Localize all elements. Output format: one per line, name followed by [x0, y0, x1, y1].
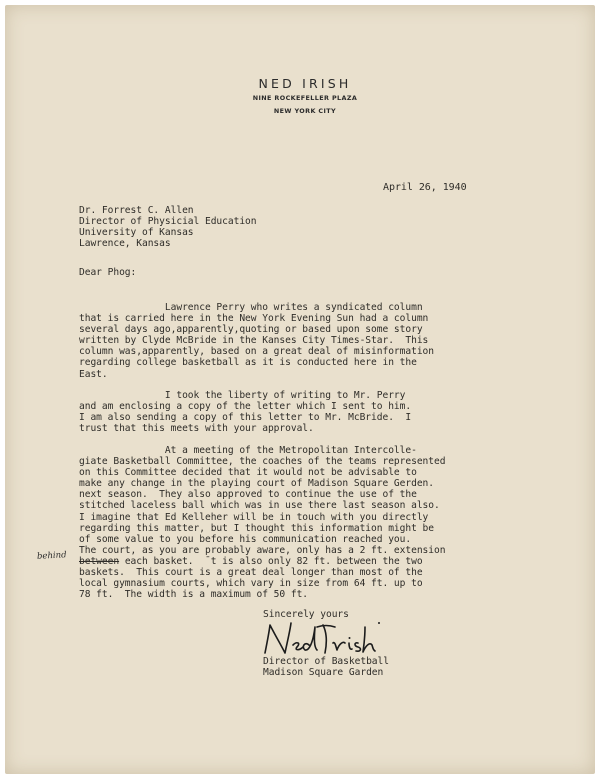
recipient-line: University of Kansas — [79, 227, 194, 239]
recipient-address — [79, 205, 257, 249]
text-line: 78 ft. The width is a maximum of 50 ft. — [79, 589, 309, 601]
paragraph-2 — [79, 390, 411, 434]
recipient-line: Dr. Forrest C. Allen — [79, 205, 194, 216]
closing: Sincerely yours — [263, 609, 349, 620]
text-line: that is carried here in the New York Evening Sun had a column — [79, 313, 429, 325]
text-line: of some value to you before his communication reached you. — [79, 533, 412, 545]
handwritten-correction: behind — [36, 550, 67, 562]
text-line-corrected — [79, 556, 445, 567]
letter-date: April 26, 1940 — [383, 182, 467, 193]
paragraph-3 — [79, 445, 445, 600]
text-line: At a meeting of the Metropolitan Intercolle- — [79, 445, 417, 456]
text-line: East. — [79, 368, 108, 380]
text-line: next season. They also approved to continue the use of the — [79, 489, 417, 501]
text-line: I imagine that Ed Kelleher will be in touch with you directly — [79, 511, 429, 523]
signature-title — [263, 656, 389, 678]
text-line-rest: each basket. ¯t is also only 82 ft. between the two — [119, 555, 423, 567]
text-line: Lawrence Perry who writes a syndicated column — [79, 302, 423, 313]
text-line: local gymnasium courts, which vary in size from 64 ft. up to — [79, 578, 423, 590]
text-line: and am enclosing a copy of the letter which I sent to him. — [79, 401, 412, 413]
recipient-line: Lawrence, Kansas — [79, 238, 171, 250]
text-line: column was,apparently, based on a great deal of misinformation — [79, 346, 435, 358]
signature-image — [257, 617, 387, 659]
text-line: giate Basketball Committee, the coaches of the teams represented — [79, 456, 446, 468]
title-line: Director of Basketball — [263, 656, 389, 667]
text-line: regarding college basketball as it is conducted here in the — [79, 357, 417, 369]
letterhead-city: NEW YORK CITY — [273, 107, 337, 115]
paragraph-1 — [79, 302, 434, 380]
text-line: stitched laceless ball which was in use there last season also. — [79, 500, 440, 512]
recipient-line: Director of Physicial Education — [79, 216, 257, 228]
letter-paper — [5, 5, 595, 774]
text-line: The court, as you are probably aware, only has a 2 ft. extension — [79, 544, 446, 556]
text-line: regarding this matter, but I thought this information might be — [79, 522, 435, 534]
text-line: baskets. This court is a great deal longer than most of the — [79, 567, 423, 579]
letterhead-name: NED IRISH — [258, 76, 352, 91]
text-line: make any change in the playing court of Madison Square Gerden. — [79, 478, 435, 490]
title-line: Madison Square Garden — [263, 667, 384, 679]
struck-word: between — [79, 555, 120, 567]
text-line: trust that this meets with your approval. — [79, 423, 314, 435]
text-line: on this Committee decided that it would not be advisable to — [79, 467, 417, 479]
text-line: I am also sending a copy of this letter to Mr. McBride. I — [79, 412, 412, 424]
salutation: Dear Phog: — [79, 267, 137, 278]
text-line: I took the liberty of writing to Mr. Perry — [79, 390, 406, 401]
text-line: several days ago,apparently,quoting or based upon some story — [79, 324, 423, 336]
letterhead-address: NINE ROCKEFELLER PLAZA — [252, 94, 358, 102]
text-line: written by Clyde McBride in the Kanses City Times-Star. This — [79, 335, 429, 347]
